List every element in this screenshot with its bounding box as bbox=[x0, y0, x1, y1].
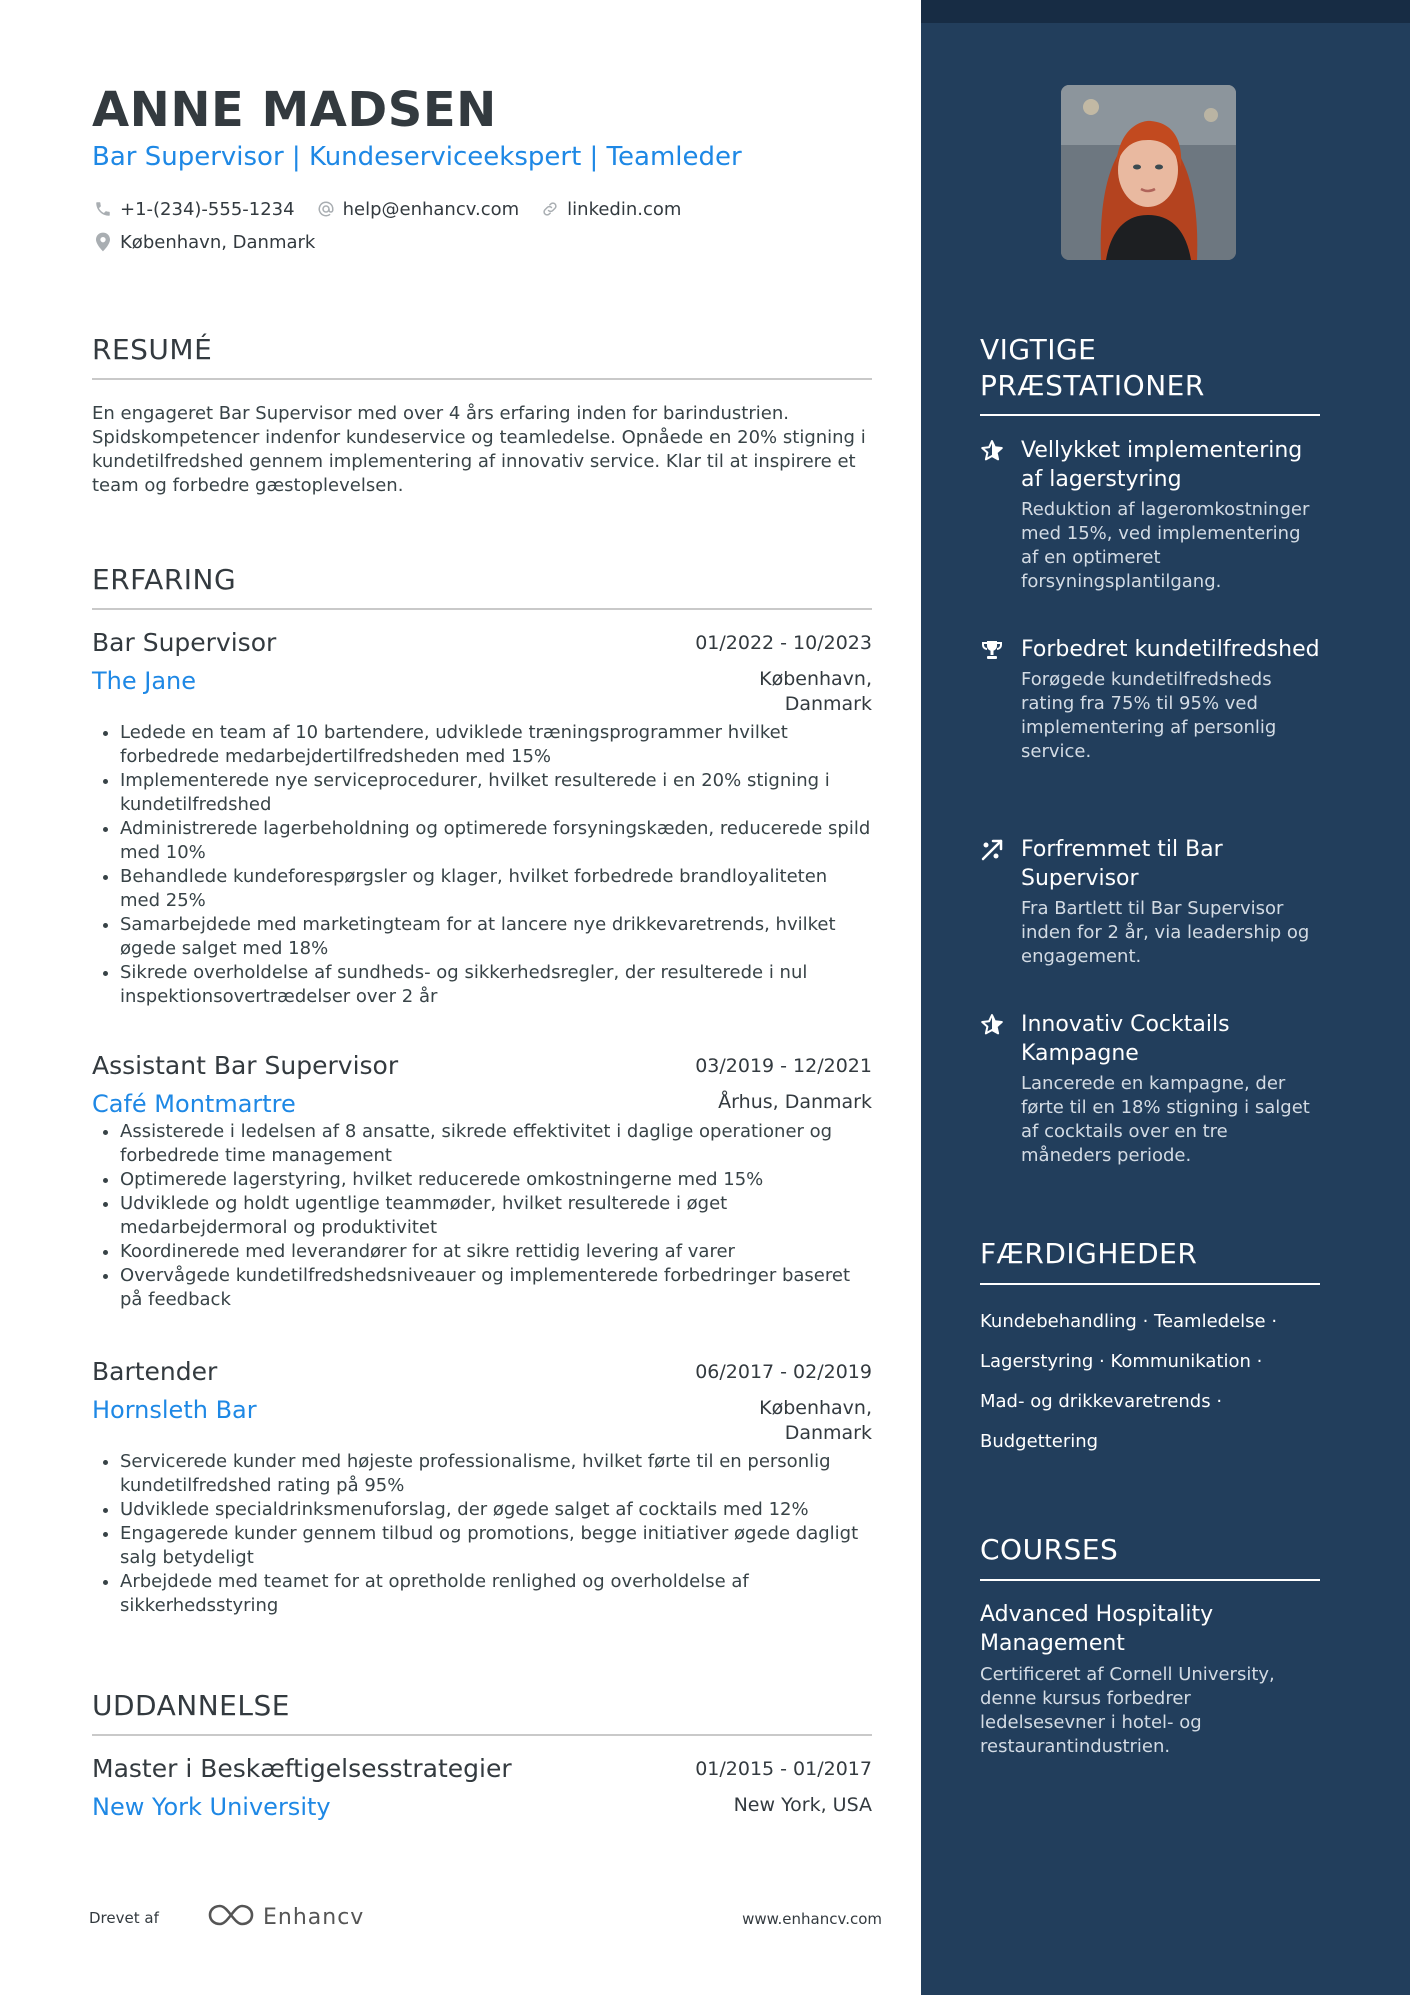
job-location: Århus, Danmark bbox=[718, 1091, 872, 1113]
achievement-title: Forfremmet til Bar Supervisor bbox=[1021, 837, 1223, 891]
job-entry bbox=[92, 1051, 872, 1312]
bullet-item: • Behandlede kundeforespørgsler og klager, hvilket forbedrede brandloyaliteten med 25% bbox=[120, 865, 872, 913]
job-dates: 01/2022 - 10/2023 bbox=[695, 632, 872, 654]
star-icon bbox=[980, 1013, 1006, 1039]
job-location: København, Danmark bbox=[759, 668, 872, 715]
job-entry bbox=[92, 1357, 872, 1618]
bullet-item: • Overvågede kundetilfredshedsniveauer og implementerede forbedringer baseret på feedback bbox=[120, 1264, 872, 1312]
summary-heading: RESUMÉ bbox=[92, 333, 213, 366]
course-desc: Certificeret af Cornell University, denne kursus forbedrer ledelsesevner i hotel- og restaurantindustrien. bbox=[980, 1664, 1275, 1757]
candidate-title: Bar Supervisor | Kundeserviceekspert | Teamleder bbox=[92, 142, 742, 172]
brand-name: Enhancv bbox=[263, 1904, 365, 1930]
bullet-item: • Optimerede lagerstyring, hvilket reducerede omkostningerne med 15% bbox=[120, 1168, 872, 1192]
bullet-item: • Sikrede overholdelse af sundheds- og sikkerhedsregler, der resulterede i nul inspektionsovertrædelser over 2 år bbox=[120, 961, 872, 1009]
infinity-logo-icon bbox=[207, 1902, 255, 1932]
education-entry bbox=[92, 1754, 872, 1821]
bullet-item: • Koordinerede med leverandører for at sikre rettidig levering af varer bbox=[120, 1240, 872, 1264]
education-location: New York, USA bbox=[733, 1794, 872, 1816]
linkedin-contact[interactable] bbox=[539, 198, 681, 220]
job-title: Bar Supervisor bbox=[92, 628, 277, 657]
achievement-title: Forbedret kundetilfredshed bbox=[1021, 637, 1320, 662]
skills-heading: FÆRDIGHEDER bbox=[980, 1237, 1198, 1270]
achievement-desc: Reduktion af lageromkostninger med 15%, ved implementering af en optimeret forsyningsplantilgang. bbox=[1021, 499, 1310, 592]
company-name[interactable]: Café Montmartre bbox=[92, 1090, 296, 1118]
skill-item: Budgettering bbox=[980, 1431, 1099, 1452]
achievement-desc: Lancerede en kampagne, der førte til en 18% stigning i salget af cocktails over en tre måneders periode. bbox=[1021, 1073, 1310, 1166]
course-title: Advanced Hospitality Management bbox=[980, 1602, 1214, 1656]
bullet-item: • Samarbejdede med marketingteam for at lancere nye drikkevaretrends, hvilket øgede salget med 18% bbox=[120, 913, 872, 961]
linkedin-text: linkedin.com bbox=[567, 198, 682, 220]
sidebar bbox=[921, 0, 1410, 1995]
skill-item: Lagerstyring bbox=[980, 1351, 1094, 1372]
location-contact bbox=[92, 231, 315, 253]
skills-list: Kundebehandling · Teamledelse · Lagerstyring · Kommunikation · Mad- og drikkevaretrends · Budgettering bbox=[980, 1311, 1278, 1452]
job-title: Bartender bbox=[92, 1357, 218, 1386]
job-bullets bbox=[92, 1120, 872, 1312]
job-dates: 06/2017 - 02/2019 bbox=[695, 1361, 872, 1383]
skill-item: Mad- og drikkevaretrends bbox=[980, 1391, 1211, 1412]
achievement-title: Vellykket implementering af lagerstyring bbox=[1021, 438, 1303, 492]
bullet-item: • Administrerede lagerbeholdning og optimerede forsyningskæden, reducerede spild med 10% bbox=[120, 817, 872, 865]
experience-divider bbox=[92, 608, 872, 610]
promotion-icon bbox=[980, 838, 1006, 864]
bullet-item: • Engagerede kunder gennem tilbud og promotions, begge initiativer øgede dagligt salg betydeligt bbox=[120, 1522, 872, 1570]
profile-photo bbox=[1061, 85, 1236, 260]
achievement-desc: Forøgede kundetilfredsheds rating fra 75% til 95% ved implementering af personlig service. bbox=[1021, 669, 1277, 762]
bullet-item: • Arbejdede med teamet for at opretholde renlighed og overholdelse af sikkerhedsstyring bbox=[120, 1570, 872, 1618]
school-name[interactable]: New York University bbox=[92, 1793, 331, 1821]
email-text: help@enhancv.com bbox=[342, 198, 520, 220]
skill-item: Teamledelse bbox=[1154, 1311, 1266, 1332]
phone-contact[interactable] bbox=[92, 198, 295, 220]
powered-by-label: Drevet af bbox=[89, 1909, 159, 1927]
experience-heading: ERFARING bbox=[92, 563, 237, 596]
courses-divider bbox=[980, 1579, 1320, 1581]
website-link[interactable]: www.enhancv.com bbox=[742, 1910, 882, 1928]
candidate-name: ANNE MADSEN bbox=[92, 82, 497, 138]
degree-title: Master i Beskæftigelsesstrategier bbox=[92, 1754, 512, 1783]
education-heading: UDDANNELSE bbox=[92, 1689, 290, 1722]
bullet-item: • Implementerede nye serviceprocedurer, hvilket resulterede i en 20% stigning i kundetilfredshed bbox=[120, 769, 872, 817]
job-bullets bbox=[92, 1450, 872, 1618]
achievements-divider bbox=[980, 414, 1320, 416]
skill-item: Kommunikation bbox=[1110, 1351, 1251, 1372]
achievement-item bbox=[980, 1010, 1320, 1168]
achievement-item bbox=[980, 635, 1320, 764]
achievement-title: Innovativ Cocktails Kampagne bbox=[1021, 1012, 1230, 1066]
job-title: Assistant Bar Supervisor bbox=[92, 1051, 399, 1080]
job-entry bbox=[92, 628, 872, 1009]
email-contact[interactable] bbox=[315, 198, 520, 220]
enhancv-logo[interactable] bbox=[207, 1902, 364, 1932]
achievement-desc: Fra Bartlett til Bar Supervisor inden for 2 år, via leadership og engagement. bbox=[1021, 898, 1310, 967]
footer bbox=[89, 1900, 882, 1940]
education-divider bbox=[92, 1734, 872, 1736]
achievement-item bbox=[980, 436, 1320, 594]
bullet-item: • Udviklede specialdrinksmenuforslag, der øgede salget af cocktails med 12% bbox=[120, 1498, 872, 1522]
link-icon bbox=[539, 198, 561, 220]
location-text: København, Danmark bbox=[120, 231, 316, 253]
education-dates: 01/2015 - 01/2017 bbox=[695, 1758, 872, 1780]
trophy-icon bbox=[980, 638, 1006, 664]
phone-icon bbox=[92, 198, 114, 220]
achievements-heading: VIGTIGE PRÆSTATIONER bbox=[980, 333, 1205, 402]
at-icon bbox=[315, 198, 337, 220]
job-bullets bbox=[92, 721, 872, 1009]
phone-text: +1-(234)-555-1234 bbox=[120, 198, 295, 220]
company-name[interactable]: The Jane bbox=[92, 667, 197, 695]
achievement-item bbox=[980, 835, 1320, 969]
bullet-item: • Servicerede kunder med højeste professionalisme, hvilket førte til en personlig kundetilfredshed rating på 95% bbox=[120, 1450, 872, 1498]
bullet-item: • Udviklede og holdt ugentlige teammøder, hvilket resulterede i øget medarbejdermoral og produktivitet bbox=[120, 1192, 872, 1240]
skills-divider bbox=[980, 1283, 1320, 1285]
job-location: København, Danmark bbox=[759, 1397, 872, 1444]
skill-item: Kundebehandling bbox=[980, 1311, 1137, 1332]
summary-text: En engageret Bar Supervisor med over 4 års erfaring inden for barindustrien. Spidskompetencer indenfor kundeservice og teamledelse. Opnåede en 20% stigning i kundetilfredshed gennem implementering af innovativ service. Klar til at inspirere et team og forbedre gæstoplevelsen. bbox=[92, 403, 866, 496]
location-pin-icon bbox=[92, 231, 114, 253]
summary-divider bbox=[92, 378, 872, 380]
job-dates: 03/2019 - 12/2021 bbox=[695, 1055, 872, 1077]
contact-info bbox=[92, 196, 701, 262]
sidebar-top-bar bbox=[921, 0, 1410, 23]
courses-heading: COURSES bbox=[980, 1533, 1119, 1566]
company-name[interactable]: Hornsleth Bar bbox=[92, 1396, 257, 1424]
bullet-item: • Ledede en team af 10 bartendere, udviklede træningsprogrammer hvilket forbedrede medarbejdertilfredsheden med 15% bbox=[120, 721, 872, 769]
star-icon bbox=[980, 439, 1006, 465]
bullet-item: • Assisterede i ledelsen af 8 ansatte, sikrede effektivitet i daglige operationer og forbedrede time management bbox=[120, 1120, 872, 1168]
